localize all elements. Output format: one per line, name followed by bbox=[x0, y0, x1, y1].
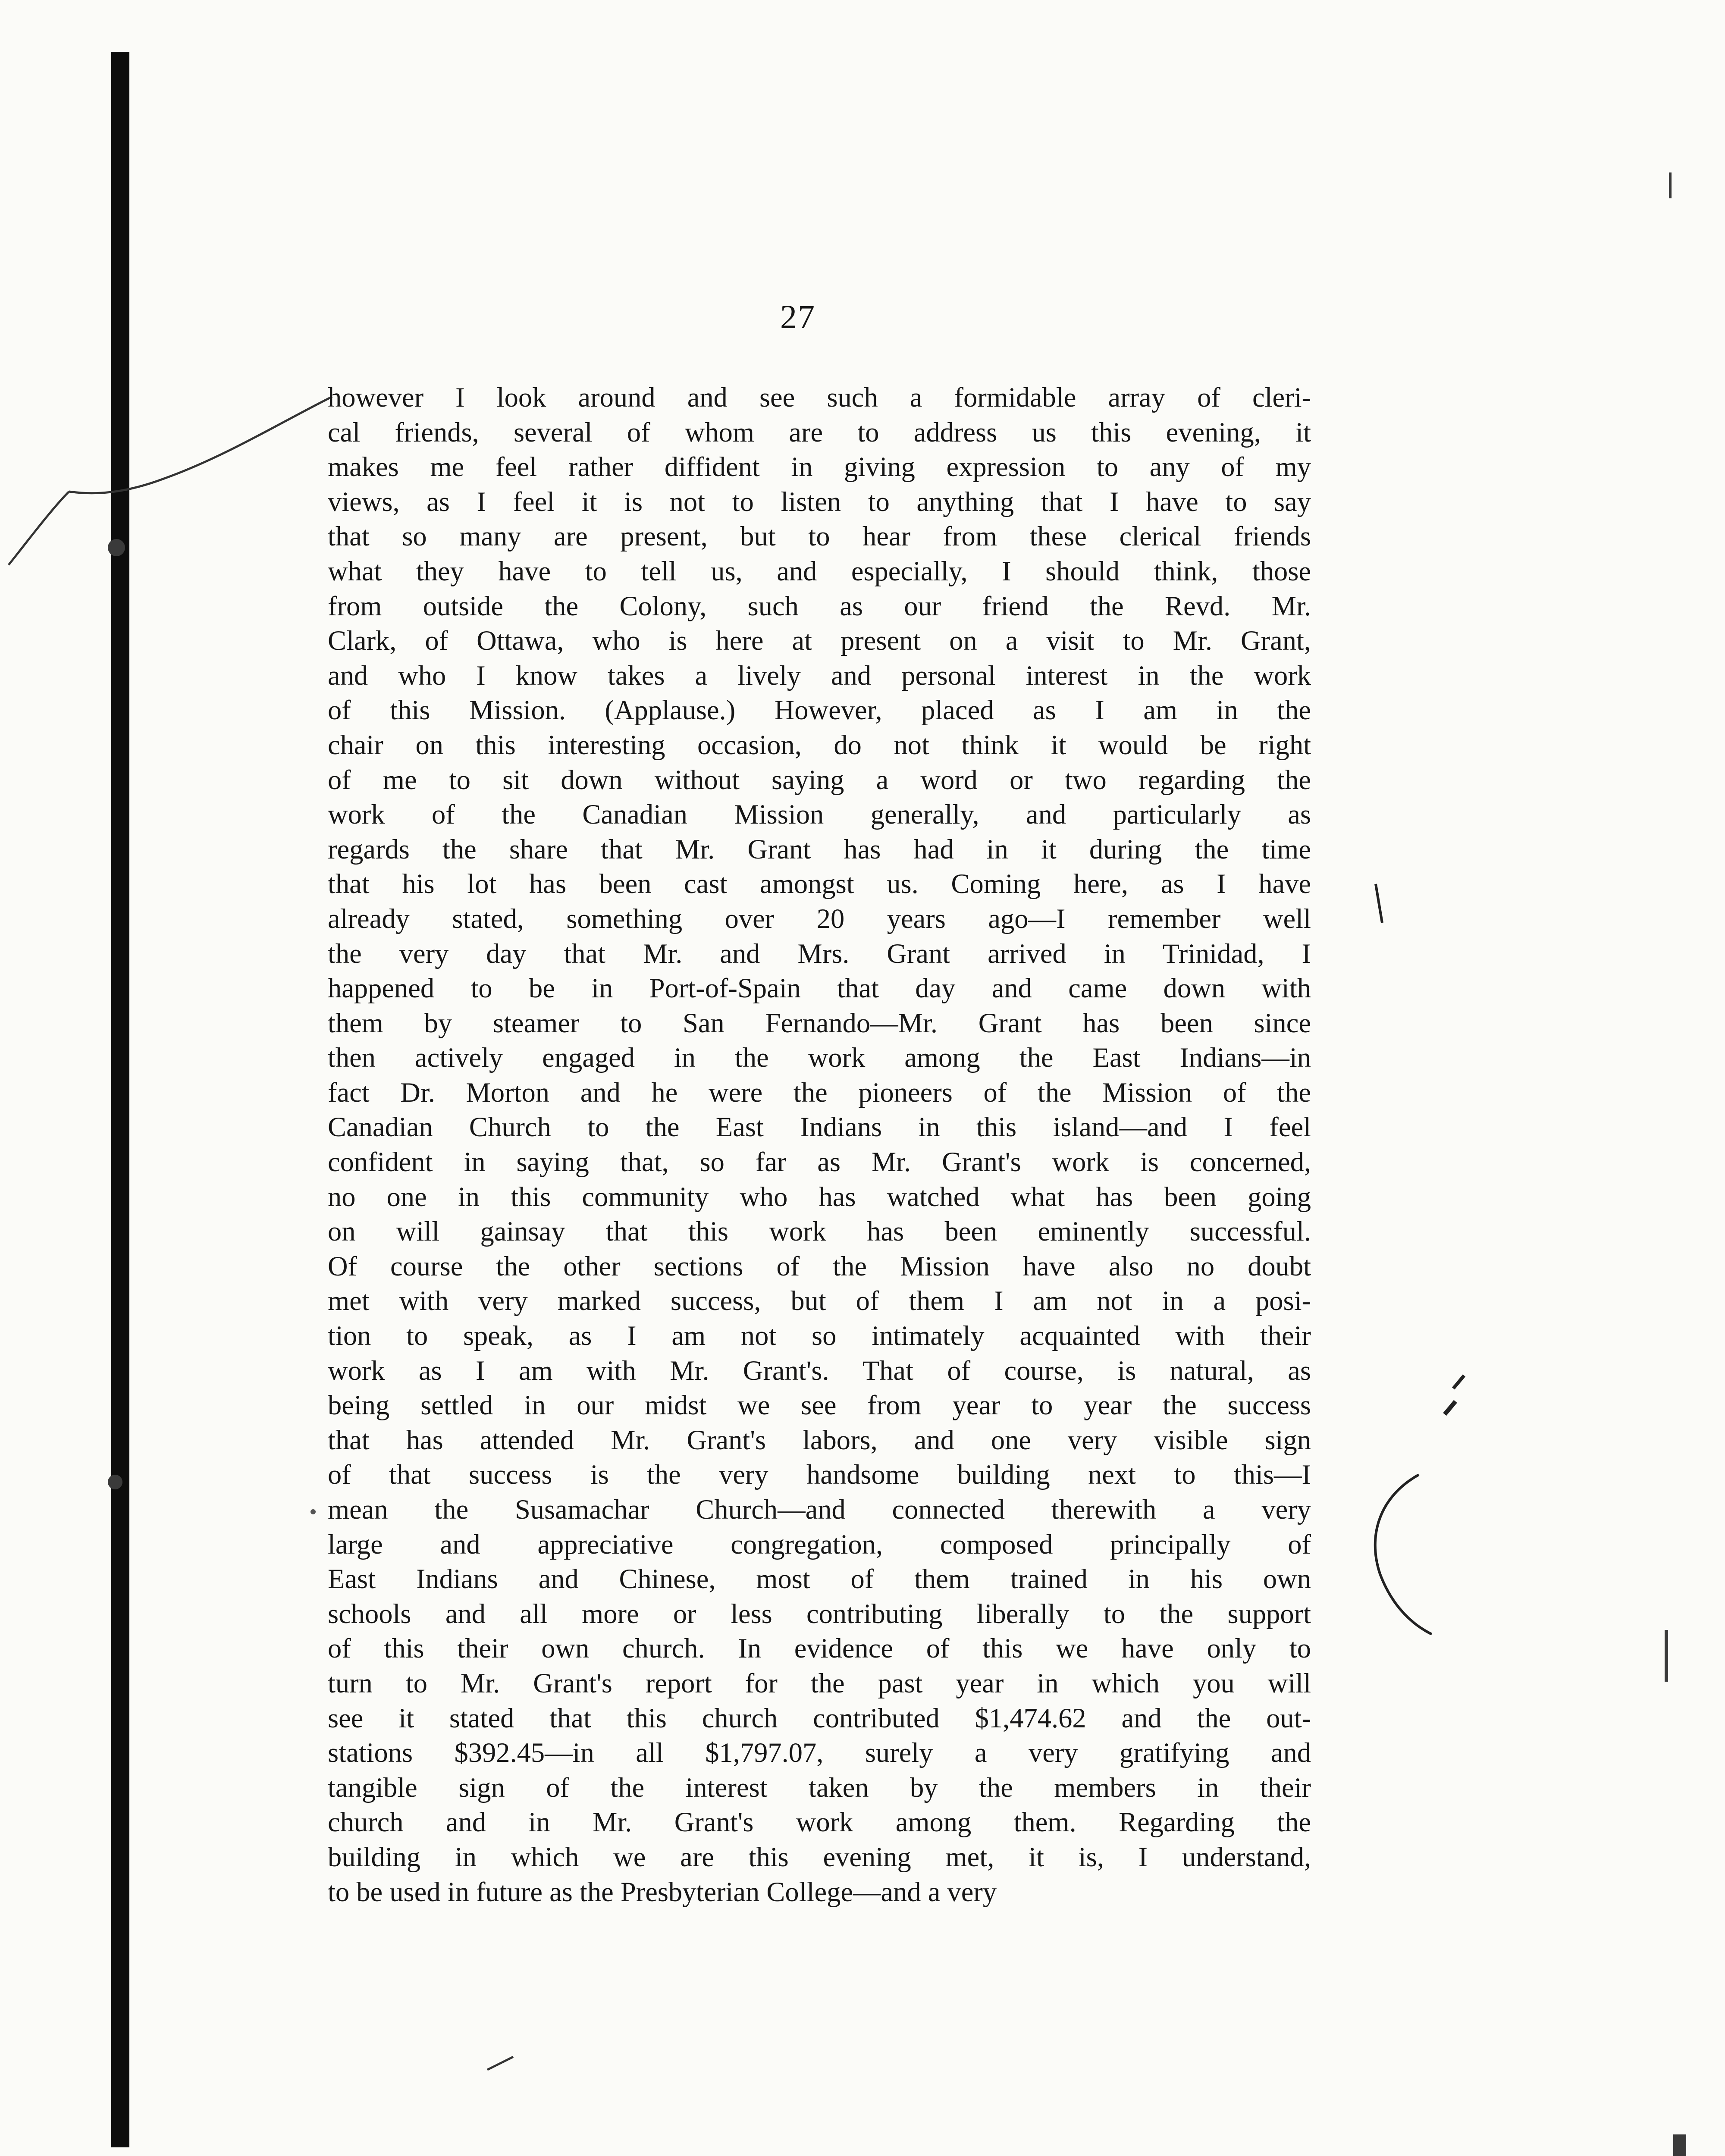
text-line: schools and all more or less contributing liberally to the support bbox=[328, 1598, 1311, 1629]
text-line: work of the Canadian Mission generally, and particularly as bbox=[328, 799, 1311, 830]
text-line: see it stated that this church contributed $1,474.62 and the out- bbox=[328, 1702, 1311, 1733]
text-line: that so many are present, but to hear from these clerical friends bbox=[328, 521, 1311, 552]
text-line: met with very marked success, but of them I am not in a posi- bbox=[328, 1285, 1311, 1316]
text-line: no one in this community who has watched what has been going bbox=[328, 1181, 1311, 1212]
text-line: from outside the Colony, such as our friend the Revd. Mr. bbox=[328, 590, 1311, 621]
text-line: East Indians and Chinese, most of them trained in his own bbox=[328, 1564, 1311, 1595]
text-line: already stated, something over 20 years ago—I remember well bbox=[328, 903, 1311, 934]
text-line: being settled in our midst we see from year to year the success bbox=[328, 1390, 1311, 1421]
text-line: work as I am with Mr. Grant's. That of course, is natural, as bbox=[328, 1355, 1311, 1386]
text-line: confident in saying that, so far as Mr. Grant's work is concerned, bbox=[328, 1147, 1311, 1178]
text-line: makes me feel rather diffident in giving expression to any of my bbox=[328, 451, 1311, 483]
text-line: large and appreciative congregation, composed principally of bbox=[328, 1529, 1311, 1560]
text-line: what they have to tell us, and especially, I should think, those bbox=[328, 555, 1311, 586]
text-line: tion to speak, as I am not so intimately acquainted with their bbox=[328, 1320, 1311, 1351]
text-line: fact Dr. Morton and he were the pioneers of the Mission of the bbox=[328, 1077, 1311, 1108]
text-line: chair on this interesting occasion, do not think it would be right bbox=[328, 729, 1311, 760]
text-line: stations $392.45—in all $1,797.07, surely a very gratifying and bbox=[328, 1737, 1311, 1768]
text-line: of this their own church. In evidence of this we have only to bbox=[328, 1633, 1311, 1664]
text-line: Of course the other sections of the Mission have also no doubt bbox=[328, 1250, 1311, 1282]
text-line: cal friends, several of whom are to address us this evening, it bbox=[328, 417, 1311, 448]
text-line: then actively engaged in the work among the East Indians—in bbox=[328, 1042, 1311, 1073]
text-line: that his lot has been cast amongst us. Coming here, as I have bbox=[328, 868, 1311, 899]
text-line: regards the share that Mr. Grant has had in it during the time bbox=[328, 834, 1311, 865]
text-line: of me to sit down without saying a word or two regarding the bbox=[328, 764, 1311, 795]
text-line: mean the Susamachar Church—and connected therewith a very bbox=[328, 1494, 1311, 1525]
text-line: turn to Mr. Grant's report for the past year in which you will bbox=[328, 1667, 1311, 1698]
text-line: the very day that Mr. and Mrs. Grant arrived in Trinidad, I bbox=[328, 938, 1311, 969]
text-line: of this Mission. (Applause.) However, placed as I am in the bbox=[328, 695, 1311, 726]
text-line: building in which we are this evening met, it is, I understand, bbox=[328, 1841, 1311, 1872]
text-line: of that success is the very handsome building next to this—I bbox=[328, 1459, 1311, 1490]
text-line: Clark, of Ottawa, who is here at present on a visit to Mr. Grant, bbox=[328, 625, 1311, 656]
text-line: on will gainsay that this work has been eminently successful. bbox=[328, 1216, 1311, 1247]
text-line: however I look around and see such a formidable array of cleri- bbox=[328, 382, 1311, 413]
page-number: 27 bbox=[780, 298, 815, 335]
text-line: to be used in future as the Presbyterian College—and a very bbox=[328, 1876, 997, 1907]
body-text bbox=[328, 380, 1311, 1909]
text-line: tangible sign of the interest taken by the members in their bbox=[328, 1772, 1311, 1803]
text-line: Canadian Church to the East Indians in this island—and I feel bbox=[328, 1112, 1311, 1143]
text-line: and who I know takes a lively and personal interest in the work bbox=[328, 660, 1311, 691]
text-line: views, as I feel it is not to listen to anything that I have to say bbox=[328, 486, 1311, 517]
text-line: happened to be in Port-of-Spain that day and came down with bbox=[328, 973, 1311, 1004]
text-line: them by steamer to San Fernando—Mr. Grant has been since bbox=[328, 1007, 1311, 1038]
text-line: that has attended Mr. Grant's labors, and one very visible sign bbox=[328, 1424, 1311, 1455]
text-line: church and in Mr. Grant's work among them. Regarding the bbox=[328, 1807, 1311, 1838]
